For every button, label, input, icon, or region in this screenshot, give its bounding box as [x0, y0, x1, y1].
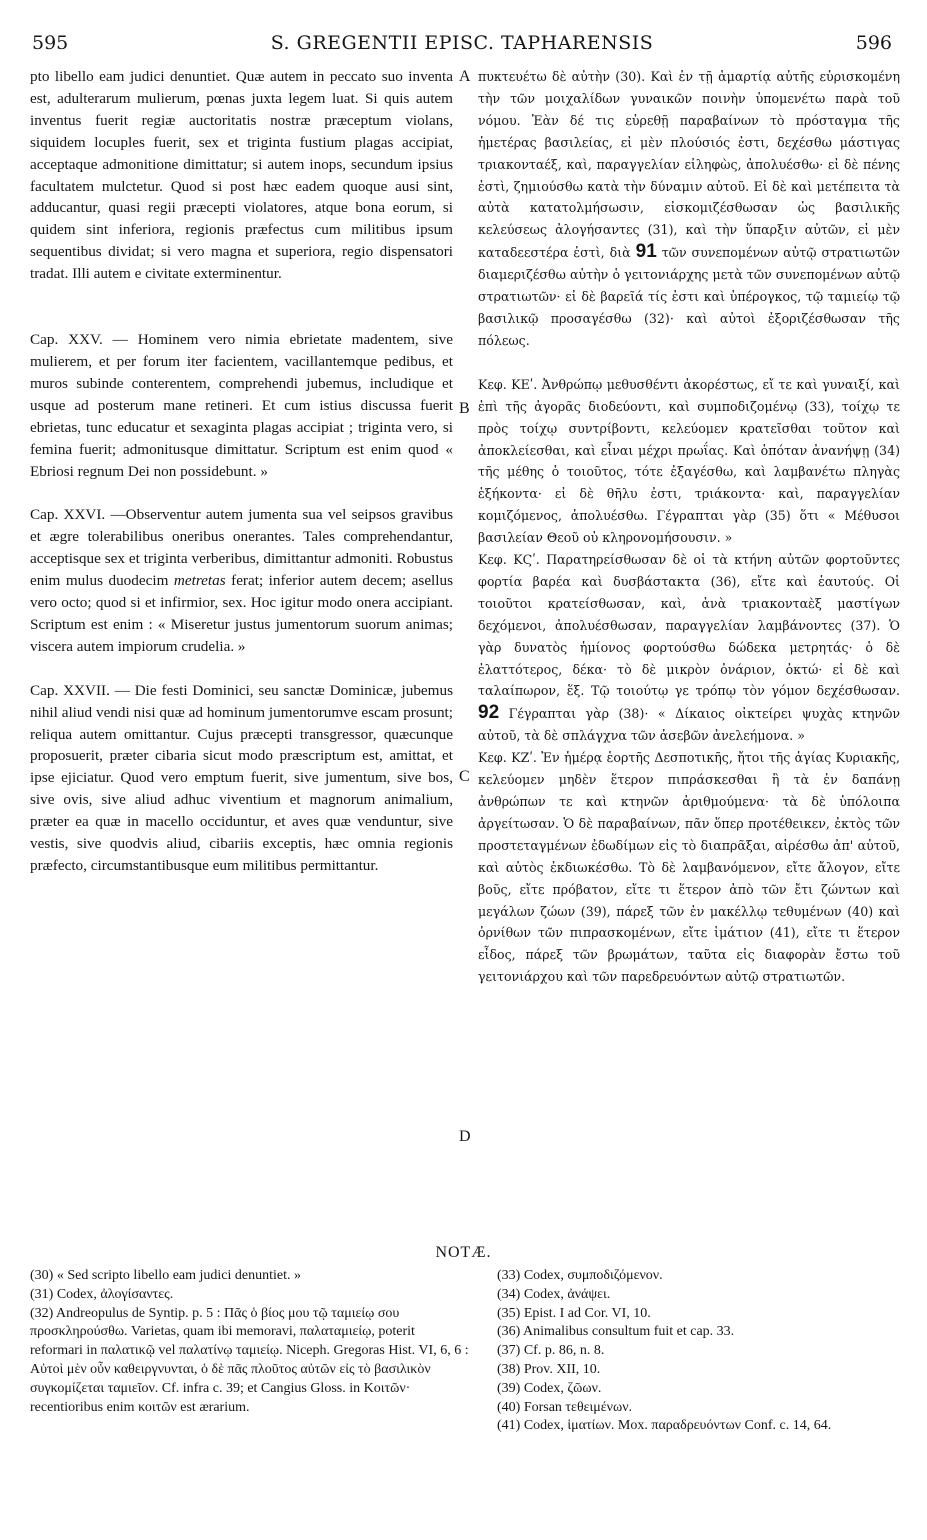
- greek-paragraph-1-text-a: πυκτευέτω δὲ αὐτὴν (30). Καὶ ἐν τῇ ἁμαρτίᾳ αὐτῆς εὑρισκομένη τὴν τῶν μοιχαλίδων γυναικῶν ποινὴν ὑπομενέτω παρὰ τοῦ νόμου. Ἐὰν δέ τις εὑρεθῇ παραβαίνων τὸ πρόσταγμα τῆς ἡμετέρας βασιλείας, εἰ μὲν πλούσιός ἐστι, δεχέσθω μάστιγας τριακονταέξ, καὶ, παραγγελίαν εἰληφὼς, ἀπολυέσθω· εἰ δὲ πένης ἐστὶ, ζημιούσθω κατὰ τὴν δύναμιν αὐτοῦ. Εἰ δὲ καὶ μετέπειτα τὰ αὐτὰ κατατολμήσωσιν, εἰσκομιζέσθωσαν ὡς βασιλικῆς κελεύσεως ἀλογήσαντες (31), καὶ τὴν ὕπαρξιν αὐτῶν, εἰ μὲν καταδεεστέρα ἐστὶ, διὰ: [478, 69, 900, 261]
- margin-letter-c: C: [459, 768, 470, 785]
- margin-letter-a: A: [459, 68, 471, 85]
- greek-kef-26: [478, 549, 900, 747]
- latin-cap-27: Cap. XXVII. — Die festi Dominici, seu sanctæ Dominicæ, jubemus nihil aliud vendi nisi quæ ad hominum jumentorumve escam prosunt; reliqua autem omittantur. Cujus præcepti transgressor, quæcunque proposuerit, præter cibaria sicut modo præscriptum est, amittat, et ipse ejiciatur. Quod vero emptum fuerit, sive jumentum, sive bos, sive ovis, sive aliud adhuc viventium et magnorum animalium, præter ea quæ in macello occiduntur, et aves quæ venduntur, sive vestis, sive quodvis aliud, cibariis exceptis, hæc omnia regionis præfecto, circumstantibusque eum militibus permittantur.: [30, 681, 453, 874]
- notes-left-column: [30, 1267, 470, 1417]
- latin-column: [30, 66, 453, 877]
- note-35: (35) Epist. I ad Cor. VI, 10.: [497, 1305, 651, 1321]
- note-33: (33) Codex, συμποδιζόμενον.: [497, 1268, 663, 1283]
- latin-cap-25: Cap. XXV. — Hominem vero nimia ebrietate madentem, sive mulierem, et per forum iter facientem, vacillantemque pedibus, et muros subinde conterentem, comprehendi jubemus, includique et usque ad posterum mane retineri. Et cum istius discussa fuerit ebrietas, tunc educatur et sexaginta plagas accipiat ; triginta vero, si femina fuerit; admonitusque dimittatur. Scriptum est enim quod « Ebriosi regnum Dei non possidebunt. »: [30, 331, 453, 480]
- latin-cap-26-text-b: ferat; inferior autem decem; asellus vero octo; quod si et infirmior, sex. Hoc igitur modo onera accipiant. Scriptum est enim : « Miseretur justus jumentorum suorum animas; viscera autem impiorum crudelia. »: [30, 572, 454, 655]
- note-31: (31) Codex, ἀλογίσαντες.: [30, 1286, 174, 1302]
- note-34: (34) Codex, ἀνάψει.: [497, 1286, 611, 1302]
- notes-title: NOTÆ.: [435, 1244, 492, 1261]
- greek-kef-26-text-a: Κεφ. ΚϚʹ. Παρατηρείσθωσαν δὲ οἱ τὰ κτήνη αὐτῶν φορτοῦντες φορτία βαρέα καὶ δυσβάστακτα (36), εἴτε καὶ ἑαυτούς. Οἱ τοιοῦτοι κρατείσθωσαν, καὶ, ἀνὰ τριακονταὲξ μαστίγων δεχόμενοι, ἀπολυέσθωσαν, παραγγελίαν λαμβάνοντες (37). Ὁ γὰρ δυνατὸς ἡμίονος φορτούσθω δώδεκα μετρητάς· ὁ δὲ ἐλαττότερος, δέκα· τὸ δὲ μικρὸν ὀνάριον, ὀκτώ· εἰ δὲ καὶ ταλαίπωρον, ἕξ. Τῷ τοιούτῳ γε τρόπῳ τὸν γόμον δεχέσθωσαν.: [478, 552, 900, 699]
- margin-letter-d: D: [459, 1128, 471, 1145]
- note-37: (37) Cf. p. 86, n. 8.: [497, 1343, 605, 1359]
- note-40: (40) Forsan τεθειμένων.: [497, 1399, 633, 1415]
- note-39: (39) Codex, ζῶων.: [497, 1380, 602, 1396]
- page-number-right: 596: [855, 32, 892, 54]
- note-38: (38) Prov. XII, 10.: [497, 1361, 601, 1377]
- greek-kef-26-text-b: Γέγραπται γὰρ (38)· « Δίκαιος οἰκτείρει ψυχὰς κτηνῶν αὐτοῦ, τὰ δὲ σπλάγχνα τῶν ἀσεβῶν ἀνελεήμονα. »: [478, 706, 900, 744]
- latin-cap-26: [30, 504, 453, 657]
- note-32: (32) Andreopulus de Syntip. p. 5 : Πᾶς ὁ βίος μου τῷ ταμιείῳ σου προσκληρούσθω. Varietas, quam ibi memoravi, παλαταμιείῳ, poterit reformari in παλατικῷ vel παλατίνῳ ταμιείῳ. Niceph. Gregoras Hist. VI, 6, 6 : Αὐτοὶ μὲν οὖν καθειργνυνται, ὁ δὲ πᾶς πλοῦτος αὐτῶν εἰς τὸ βασιλικὸν συγκομίζεται ταμιεῖον. Cf. infra c. 39; et Cangius Gloss. in Κοιτῶν· recentioribus enim κοιτῶν est ærarium.: [30, 1305, 469, 1415]
- running-header: [32, 32, 892, 58]
- greek-column: [478, 66, 900, 988]
- note-36: (36) Animalibus consultum fuit et cap. 33.: [497, 1324, 735, 1340]
- greek-paragraph-1: [478, 66, 900, 352]
- column-number-91: 91: [635, 241, 657, 263]
- latin-cap-26-text-a: Cap. XXVI. —Observentur autem jumenta sua vel seipsos gravibus et ægre tolerabilibus oneribus onerantes. Tales comprehendantur, acceptisque sex et triginta verberibus, dimittantur admoniti. Robustus enim mulus duodecim: [30, 506, 453, 590]
- greek-paragraph-1-text-b: τῶν συνεπομένων αὐτῷ στρατιωτῶν διαμεριζέσθω αὐτὴν ὁ γειτονιάρχης μετὰ τῶν συνεπομένων αὐτῷ στρατιωτῶν· εἰ δὲ βαρεῖά τίς ἐστι καὶ ὑπέρογκος, τῷ ταμιείῳ τῷ βασιλικῷ προσαγέσθω (32)· καὶ αὐτοὶ ἐξοριζέσθωσαν τῆς πόλεως.: [478, 245, 900, 348]
- note-41: (41) Codex, ἱματίων. Mox. παραδρευόντων Conf. c. 14, 64.: [497, 1418, 832, 1434]
- latin-cap-26-emphasis: metretas: [173, 572, 226, 590]
- running-title: S. GREGENTII EPISC. TAPHARENSIS: [270, 32, 654, 54]
- page-number-left: 595: [32, 32, 69, 54]
- column-number-92: 92: [478, 702, 500, 724]
- note-30: (30) « Sed scripto libello eam judici denuntiet. »: [30, 1268, 301, 1283]
- greek-kef-27: Κεφ. ΚΖʹ. Ἐν ἡμέρᾳ ἑορτῆς Δεσποτικῆς, ἤτοι τῆς ἁγίας Κυριακῆς, κελεύομεν μηδὲν ἕτερον πιπράσκεσθαι ἢ τὰ ἐν δαπάνῃ ἀνθρώπων τε καὶ κτηνῶν ἀριθμούμενα· τὰ δὲ ὑπόλοιπα ἀργείτωσαν. Ὁ δὲ παραβαίνων, πᾶν ὅπερ προτέθεικεν, ἐκτὸς τῶν προστεταγμένων ἐδωδίμων εἰς τὸ διαπρᾶξαι, αἱρέσθω ἀπ' αὐτοῦ, καὶ αὐτὸς ἐκδιωκέσθω. Τὸ δὲ λαμβανόμενον, εἴτε ἄλογον, εἴτε βοῦς, εἴτε πρόβατον, εἴτε τι ἕτερον ἀπὸ τῶν ἔτι ζώντων καὶ μεγάλων ζώων (39), πάρεξ τῶν ἐν μακέλλῳ τεθυμένων (40) καὶ ὀρνίθων τῶν πιπρασκομένων, εἴτε ἱμάτιον (41), εἴτε τι ἕτερον εἶδος, πάρεξ τῶν βρωμάτων, ταῦτα εἰς διαφορὰν ἔστω τοῦ γειτονιάρχου καὶ τῶν παρεδρευόντων αὐτῷ στρατιωτῶν.: [478, 750, 900, 985]
- greek-kef-25: Κεφ. ΚΕʹ. Ἀνθρώπῳ μεθυσθέντι ἀκορέστως, εἴ τε καὶ γυναιξί, καὶ ἐπὶ τῆς ἀγορᾶς διοδεύοντι, καὶ συμποδιζομένῳ (33), τοίχῳ τε πρὸς τοίχῳ συντρίβοντι, κελεύομεν κρατεῖσθαι τοῦτον καὶ ἀποκλείεσθαι, καὶ εἶναι μέχρι πρωΐας. Καὶ ὁπόταν ἀνανήψῃ (34) τῆς μέθης ὁ τοιοῦτος, τότε ἐξαγέσθω, καὶ λαμβανέτω πληγὰς ἑξήκοντα· εἰ δὲ θῆλυ ἐστι, τριάκοντα· καὶ, παραγγελίαν κομιζόμενος, ἀπολυέσθω. Γέγραπται γὰρ (35) ὅτι « Μέθυσοι βασιλείαν Θεοῦ οὐ κληρονομήσουσιν. »: [478, 376, 900, 546]
- latin-paragraph-1: pto libello eam judici denuntiet. Quæ autem in peccato suo inventa est, adulterarum mulierum, pœnas juxta legem luat. Si quis autem inventus fuerit regiæ auctoritatis nostræ præceptum violans, siquidem locuples fuerit, sex et triginta fustium plagas accipiat, acceptaque admonitione dimittatur; si autem inops, secundum ipsius facultatem mulctetur. Quod si post hæc eadem quoque ausi sint, adducantur, quasi regii præcepti violatores, atque bona eorum, si quidem sint inferiora, regionis præfectus cum militibus ipsum sequentibus dividat; si vero magna et superiora, regio dispensatori tradat. Illi autem e civitate exterminentur.: [30, 68, 453, 283]
- margin-letter-b: B: [459, 400, 470, 417]
- notes-right-column: [497, 1267, 907, 1436]
